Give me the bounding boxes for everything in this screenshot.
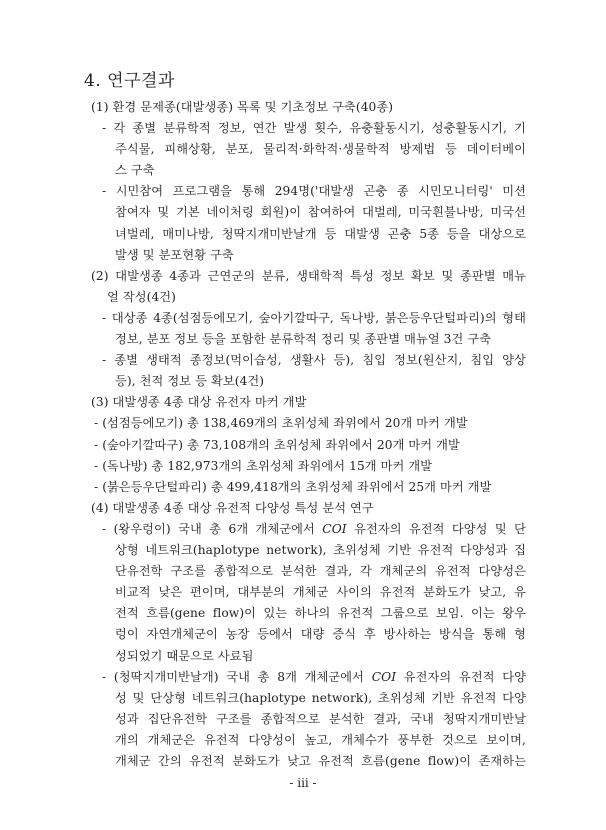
paragraph-line: 참여자 및 기본 네이처링 회원)이 참여하여 대벌레, 미국흰불나방, 미국선 — [115, 205, 526, 219]
paragraph-line: 상형 네트워크(haplotype network), 초위성체 기반 유전적 다양성과 집 — [115, 543, 526, 557]
paragraph-line: - 대상종 4종(섬점등에모기, 숲아기깔따구, 독나방, 붉은등우단털파리)의 형태 — [102, 311, 526, 325]
subsection-title-2: (2) 대발생종 4종과 근연군의 분류, 생태학적 특성 정보 확보 및 종판별 매뉴 — [91, 269, 526, 283]
marker-line: - (독나방) 총 182,973개의 초위성체 좌위에서 15개 마커 개발 — [94, 459, 433, 473]
paragraph-line: - 종별 생태적 종정보(먹이습성, 생활사 등), 침입 정보(원산지, 침입 양상 — [102, 353, 526, 367]
paragraph-line: 전적 흐름(gene flow)이 있는 하나의 유전적 그룹으로 보임. 이는 왕우 — [115, 606, 526, 620]
subsection-title-1: (1) 환경 문제종(대발생종) 목록 및 기초정보 구축(40종) — [91, 100, 394, 114]
subsection-title-2-cont: 얼 작성(4건) — [107, 290, 177, 304]
paragraph-line: - 시민참여 프로그램을 통해 294명('대발생 곤충 종 시민모니터링' 미션 — [102, 184, 526, 198]
paragraph-line: - (왕우렁이) 국내 총 6개 개체군에서 COI 유전자의 유전적 다양성 및 단 — [102, 522, 526, 536]
paragraph-line: 성 및 단상형 네트워크(haplotype network), 초위성체 기반 유전적 다양 — [115, 691, 526, 705]
paragraph-line: - 각 종별 분류학적 정보, 연간 발생 횟수, 유충활동시기, 성충활동시기, 기 — [102, 121, 526, 135]
marker-line: - (숲아기깔따구) 총 73,108개의 초위성체 좌위에서 20개 마커 개발 — [94, 438, 460, 452]
paragraph-line: 녀벌레, 매미나방, 청딱지개미반날개 등 대발생 곤충 5종 등을 대상으로 — [115, 227, 526, 241]
paragraph-line: 등), 천적 정보 등 확보(4건) — [115, 374, 265, 388]
paragraph-line: 성과 집단유전학 구조를 종합적으로 분석한 결과, 국내 청딱지개미반날 — [115, 712, 526, 726]
paragraph-line: 렁이 자연개체군이 농장 등에서 대량 증식 후 방사하는 방식을 통해 형 — [115, 627, 526, 641]
section-heading: 4. 연구결과 — [84, 71, 175, 91]
paragraph-line: 주식물, 피해상황, 분포, 물리적·화학적·생물학적 방제법 등 데이터베이 — [115, 142, 526, 156]
page-number: - iii - — [289, 776, 317, 790]
marker-line: - (붉은등우단털파리) 총 499,418개의 초위성체 좌위에서 25개 마커 개발 — [94, 480, 492, 494]
marker-line: - (섬점등에모기) 총 138,469개의 초위성체 좌위에서 20개 마커 개발 — [94, 416, 468, 430]
subsection-title-4: (4) 대발생종 4종 대상 유전적 다양성 특성 분석 연구 — [91, 501, 374, 515]
paragraph-line: 성되었기 때문으로 사료됨 — [115, 649, 254, 663]
paragraph-line: - (청딱지개미반날개) 국내 총 8개 개체군에서 COI 유전자의 유전적 다양 — [102, 670, 527, 684]
paragraph-line: 발생 및 분포현황 구축 — [115, 248, 234, 262]
subsection-title-3: (3) 대발생종 4종 대상 유전자 마커 개발 — [91, 395, 307, 409]
paragraph-line: 개체군 간의 유전적 분화도가 낮고 유전적 흐름(gene flow)이 존재하는 — [115, 754, 526, 768]
paragraph-line: 스 구축 — [115, 163, 155, 177]
gene-name: COI — [322, 522, 347, 536]
paragraph-line: 비교적 낮은 편이며, 대부분의 개체군 사이의 유전적 분화도가 낮고, 유 — [115, 585, 526, 599]
paragraph-line: 단유전학 구조를 종합적으로 분석한 결과, 각 개체군의 유전적 다양성은 — [115, 564, 526, 578]
gene-name: COI — [371, 670, 397, 684]
paragraph-line: 개의 개체군은 유전적 다양성이 높고, 개체수가 풍부한 것으로 보이며, — [115, 733, 526, 747]
paragraph-line: 정보, 분포 정보 등을 포함한 분류학적 정리 및 종판별 매뉴얼 3건 구축 — [115, 332, 492, 346]
